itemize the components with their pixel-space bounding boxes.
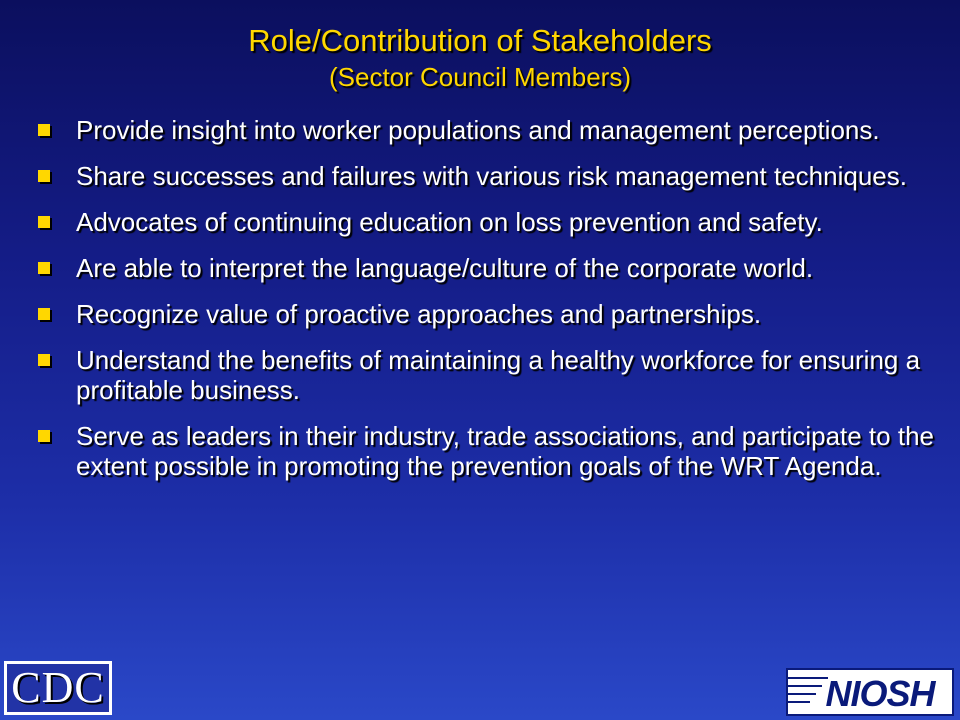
cdc-logo: CDC	[4, 661, 112, 715]
bullet-list	[38, 115, 934, 497]
slide-title: Role/Contribution of Stakeholders	[248, 23, 712, 58]
square-bullet-icon	[38, 354, 50, 366]
bullet-item	[38, 421, 934, 481]
bullet-text: Are able to interpret the language/culture of the corporate world.	[76, 253, 814, 283]
bullet-item	[38, 161, 934, 191]
bullet-item	[38, 115, 934, 145]
bullet-item	[38, 299, 934, 329]
square-bullet-icon	[38, 308, 50, 320]
bullet-text: Provide insight into worker populations and management perceptions.	[76, 115, 880, 145]
slide-subtitle: (Sector Council Members)	[329, 62, 631, 92]
niosh-logo	[786, 668, 954, 716]
bullet-text: Recognize value of proactive approaches and partnerships.	[76, 299, 762, 329]
niosh-logo-graphic	[788, 670, 952, 714]
bullet-item	[38, 253, 934, 283]
slide-title-block	[0, 22, 960, 94]
bullet-text: Share successes and failures with various risk management techniques.	[76, 161, 907, 191]
bullet-text: Understand the benefits of maintaining a healthy workforce for ensuring a profitable business.	[76, 345, 921, 405]
square-bullet-icon	[38, 170, 50, 182]
square-bullet-icon	[38, 216, 50, 228]
square-bullet-icon	[38, 124, 50, 136]
bullet-text: Serve as leaders in their industry, trade associations, and participate to the extent possible in promoting the prevention goals of the WRT Agenda.	[76, 421, 934, 481]
bullet-item	[38, 207, 934, 237]
square-bullet-icon	[38, 430, 50, 442]
square-bullet-icon	[38, 262, 50, 274]
niosh-logo-text: NIOSH	[825, 673, 935, 714]
bullet-item	[38, 345, 934, 405]
bullet-text: Advocates of continuing education on loss prevention and safety.	[76, 207, 823, 237]
